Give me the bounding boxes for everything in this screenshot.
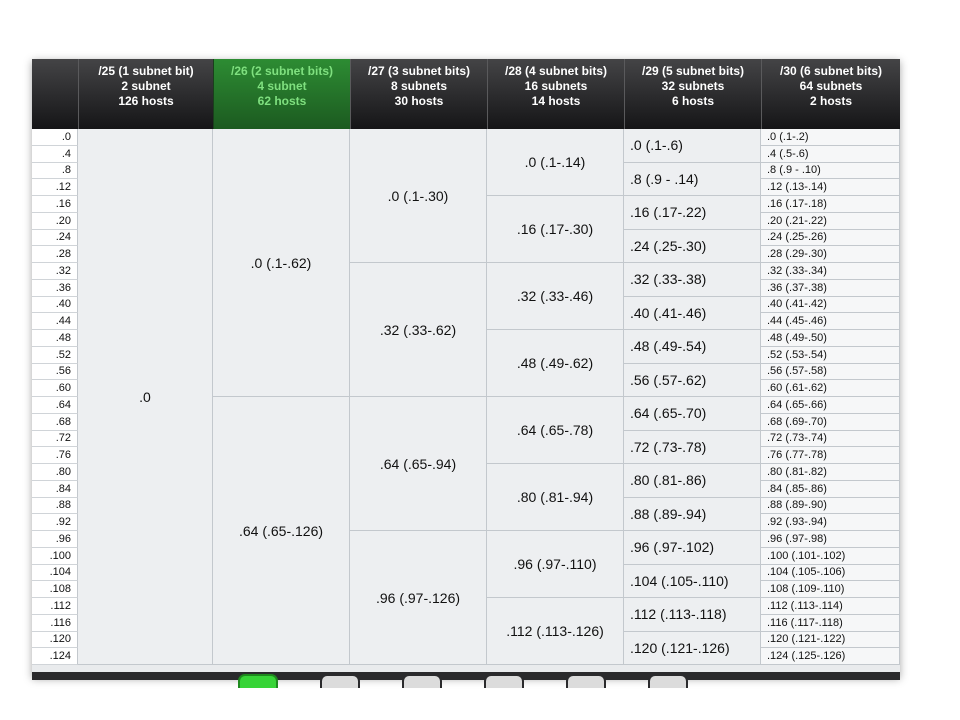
subnet-cell-29: .48 (.49-.54) (624, 330, 761, 364)
subnet-cell-30: .48 (.49-.50) (761, 330, 900, 347)
column-header-26[interactable] (213, 59, 350, 129)
subnet-cell-30: .88 (.89-.90) (761, 498, 900, 515)
subnet-cell-30: .112 (.113-.114) (761, 598, 900, 615)
address-cell: .100 (32, 548, 78, 565)
address-cell: .56 (32, 364, 78, 381)
subnet-cell-30: .96 (.97-.98) (761, 531, 900, 548)
column-header-line2: 4 subnet (257, 79, 307, 93)
column-header-line2: 64 subnets (799, 79, 863, 93)
subnet-cell-30: .116 (.117-.118) (761, 615, 900, 632)
address-cell: .68 (32, 414, 78, 431)
address-cell: .96 (32, 531, 78, 548)
address-cell: .44 (32, 313, 78, 330)
address-cell: .92 (32, 514, 78, 531)
bottom-tab-button[interactable] (648, 674, 688, 688)
subnet-cell-30: .56 (.57-.58) (761, 364, 900, 381)
column-header-line3: 62 hosts (257, 94, 307, 108)
subnet-cell-29: .72 (.73-.78) (624, 431, 761, 465)
subnet-cell-29: .56 (.57-.62) (624, 364, 761, 398)
address-cell: .76 (32, 447, 78, 464)
subnet-cell-29: .88 (.89-.94) (624, 498, 761, 532)
subnet-cell-28: .32 (.33-.46) (487, 263, 624, 330)
subnet-cell-30: .4 (.5-.6) (761, 146, 900, 163)
subnet-table (32, 59, 900, 677)
subnet-cell-30: .24 (.25-.26) (761, 230, 900, 247)
column-header-line1: /29 (5 subnet bits) (641, 64, 745, 78)
address-cell: .104 (32, 565, 78, 582)
subnet-cell-27: .96 (.97-.126) (350, 531, 487, 665)
address-cell: .108 (32, 581, 78, 598)
address-cell: .120 (32, 632, 78, 649)
subnet-cell-28: .16 (.17-.30) (487, 196, 624, 263)
subnet-cell-25: .0 (78, 129, 213, 665)
bottom-tab-button[interactable] (238, 674, 278, 688)
address-cell: .20 (32, 213, 78, 230)
subnet-cell-30: .84 (.85-.86) (761, 481, 900, 498)
subnet-cell-28: .96 (.97-.110) (487, 531, 624, 598)
address-cell: .24 (32, 230, 78, 247)
address-cell: .116 (32, 615, 78, 632)
subnet-cell-30: .108 (.109-.110) (761, 581, 900, 598)
address-cell: .28 (32, 246, 78, 263)
address-cell: .88 (32, 498, 78, 515)
subnet-cell-29: .80 (.81-.86) (624, 464, 761, 498)
address-cell: .12 (32, 179, 78, 196)
subnet-cell-28: .112 (.113-.126) (487, 598, 624, 665)
column-header-28[interactable] (487, 59, 624, 129)
table-header (32, 59, 900, 129)
address-cell: .80 (32, 464, 78, 481)
address-cell: .32 (32, 263, 78, 280)
subnet-cell-29: .16 (.17-.22) (624, 196, 761, 230)
subnet-cell-30: .120 (.121-.122) (761, 632, 900, 649)
subnet-cell-30: .76 (.77-.78) (761, 447, 900, 464)
subnet-cell-29: .8 (.9 - .14) (624, 163, 761, 197)
column-header-line3: 126 hosts (118, 94, 174, 108)
column-header-line1: /25 (1 subnet bit) (98, 64, 194, 78)
column-header-line1: /27 (3 subnet bits) (367, 64, 471, 78)
subnet-cell-27: .64 (.65-.94) (350, 397, 487, 531)
subnet-cell-29: .104 (.105-.110) (624, 565, 761, 599)
subnet-cell-30: .8 (.9 - .10) (761, 163, 900, 180)
subnet-cell-30: .12 (.13-.14) (761, 179, 900, 196)
subnet-cell-30: .92 (.93-.94) (761, 514, 900, 531)
subnet-cell-30: .44 (.45-.46) (761, 313, 900, 330)
column-header-line3: 14 hosts (531, 94, 581, 108)
column-header-line1: /26 (2 subnet bits) (230, 64, 334, 78)
subnet-cell-30: .36 (.37-.38) (761, 280, 900, 297)
column-header-30[interactable] (761, 59, 900, 129)
subnet-cell-27: .32 (.33-.62) (350, 263, 487, 397)
address-cell: .8 (32, 163, 78, 180)
column-header-line3: 6 hosts (671, 94, 714, 108)
subnet-cell-30: .68 (.69-.70) (761, 414, 900, 431)
subnet-cell-28: .48 (.49-.62) (487, 330, 624, 397)
address-cell: .0 (32, 129, 78, 146)
subnet-cell-29: .120 (.121-.126) (624, 632, 761, 666)
subnet-cell-27: .0 (.1-.30) (350, 129, 487, 263)
address-cell: .36 (32, 280, 78, 297)
subnet-cell-28: .64 (.65-.78) (487, 397, 624, 464)
subnet-cell-30: .28 (.29-.30) (761, 246, 900, 263)
column-header-line2: 32 subnets (661, 79, 725, 93)
tab-bar (32, 672, 900, 680)
column-header-27[interactable] (350, 59, 487, 129)
subnet-cell-30: .64 (.65-.66) (761, 397, 900, 414)
subnet-cell-26: .0 (.1-.62) (213, 129, 350, 397)
subnet-cell-26: .64 (.65-.126) (213, 397, 350, 665)
table-body (32, 129, 900, 665)
column-header-line2: 8 subnets (390, 79, 447, 93)
subnet-cell-30: .0 (.1-.2) (761, 129, 900, 146)
column-header-line3: 30 hosts (394, 94, 444, 108)
column-header-line1: /28 (4 subnet bits) (504, 64, 608, 78)
subnet-cell-30: .72 (.73-.74) (761, 431, 900, 448)
address-cell: .52 (32, 347, 78, 364)
column-header-line2: 2 subnet (121, 79, 171, 93)
bottom-tab-button[interactable] (566, 674, 606, 688)
address-cell: .40 (32, 297, 78, 314)
subnet-cell-30: .60 (.61-.62) (761, 380, 900, 397)
subnet-cell-30: .124 (.125-.126) (761, 648, 900, 665)
subnet-cell-29: .64 (.65-.70) (624, 397, 761, 431)
column-header-line2: 16 subnets (524, 79, 588, 93)
address-cell: .48 (32, 330, 78, 347)
subnet-cell-30: .104 (.105-.106) (761, 565, 900, 582)
address-cell: .60 (32, 380, 78, 397)
subnet-cell-28: .80 (.81-.94) (487, 464, 624, 531)
subnet-cell-29: .112 (.113-.118) (624, 598, 761, 632)
subnet-cell-29: .24 (.25-.30) (624, 230, 761, 264)
address-cell: .64 (32, 397, 78, 414)
column-header-25[interactable] (78, 59, 213, 129)
subnet-cell-30: .100 (.101-.102) (761, 548, 900, 565)
subnet-cell-30: .80 (.81-.82) (761, 464, 900, 481)
column-header-line3: 2 hosts (809, 94, 852, 108)
subnet-cell-30: .16 (.17-.18) (761, 196, 900, 213)
subnet-cell-29: .32 (.33-.38) (624, 263, 761, 297)
bottom-tab-button[interactable] (484, 674, 524, 688)
subnet-cell-30: .40 (.41-.42) (761, 297, 900, 314)
subnet-cell-29: .96 (.97-.102) (624, 531, 761, 565)
subnet-cell-28: .0 (.1-.14) (487, 129, 624, 196)
bottom-tab-button[interactable] (402, 674, 442, 688)
bottom-tab-button[interactable] (320, 674, 360, 688)
address-cell: .4 (32, 146, 78, 163)
address-cell: .84 (32, 481, 78, 498)
address-cell: .72 (32, 431, 78, 448)
subnet-cell-29: .40 (.41-.46) (624, 297, 761, 331)
address-cell: .112 (32, 598, 78, 615)
subnet-cell-30: .32 (.33-.34) (761, 263, 900, 280)
column-header-29[interactable] (624, 59, 761, 129)
subnet-cell-29: .0 (.1-.6) (624, 129, 761, 163)
subnet-cell-30: .20 (.21-.22) (761, 213, 900, 230)
address-cell: .16 (32, 196, 78, 213)
subnet-cell-30: .52 (.53-.54) (761, 347, 900, 364)
address-cell: .124 (32, 648, 78, 665)
column-header-line1: /30 (6 subnet bits) (779, 64, 883, 78)
